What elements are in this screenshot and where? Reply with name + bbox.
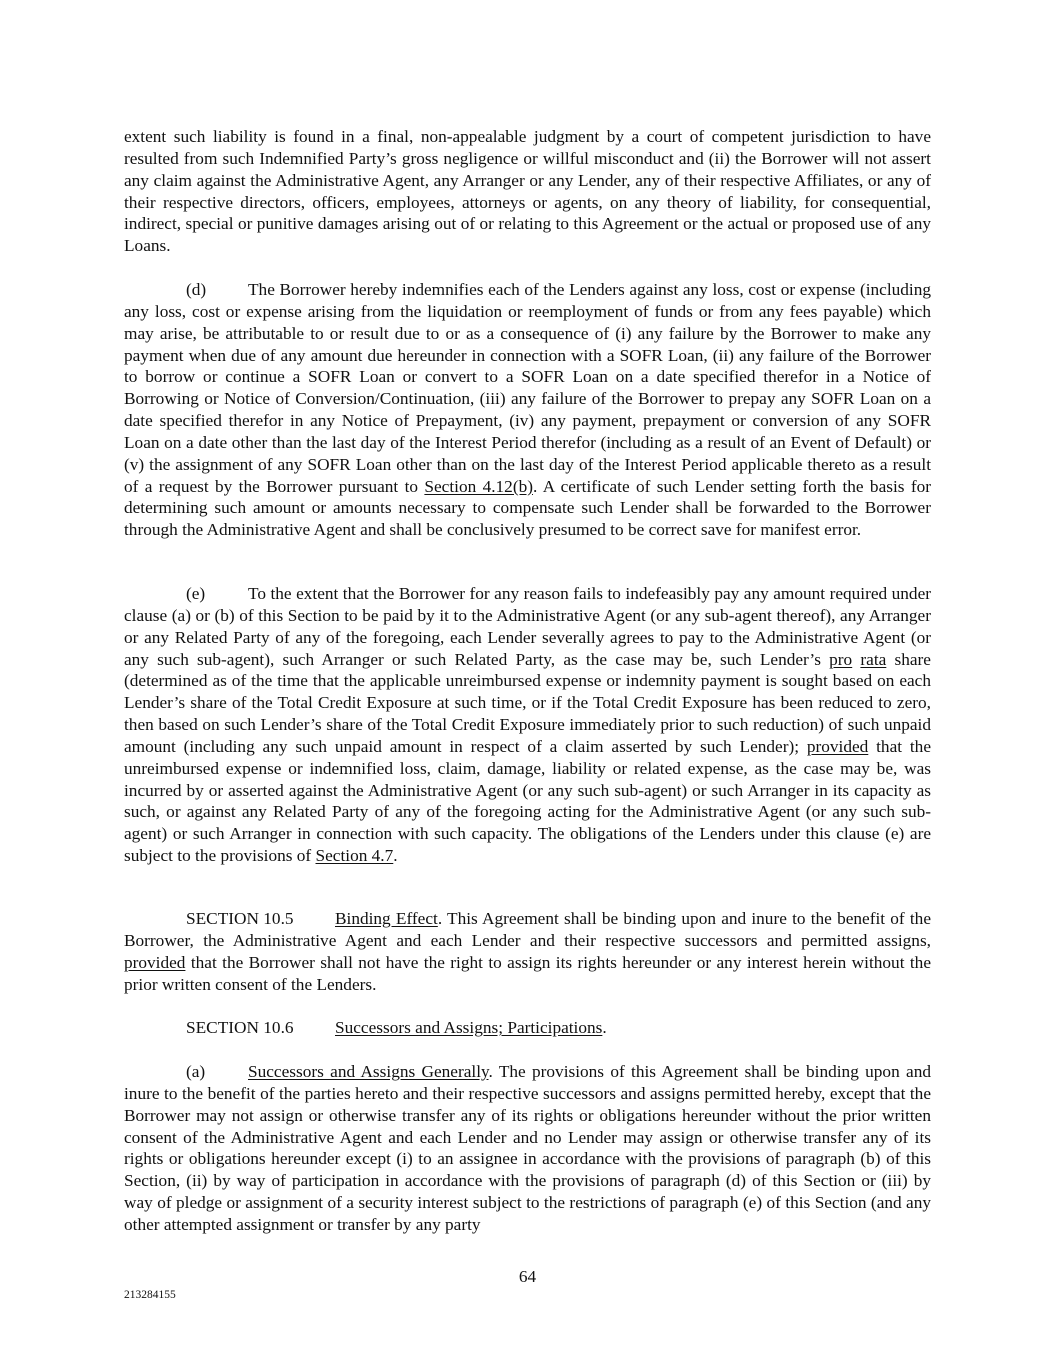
section-10-6 xyxy=(124,1017,931,1039)
clause-a xyxy=(124,1061,931,1236)
document-id: 213284155 xyxy=(124,1289,176,1301)
clause-e-text-3: that the unreimbursed expense or indemnified loss, claim, damage, liability or related expense, as the case may be, was incurred by or asserted against the Administrative Agent (or any such sub-agent) or such Arranger in its capacity as such, or against any Related Party of any of the foregoing acting for the Administrative Agent (or any such sub-agent) or such Arranger in connection with such capacity. The obligations of the Lenders under this clause (e) are subject to the provisions of xyxy=(124,736,931,866)
clause-a-text: . The provisions of this Agreement shall be binding upon and inure to the benefit of the parties hereto and their respective successors and assigns permitted hereby, except that the Borrower may not assign or otherwise transfer any of its rights or obligations hereunder without the prior written consent of the Administrative Agent and each Lender and no Lender may assign or otherwise transfer any of its rights or obligations hereunder except (i) to an assignee in accordance with the provisions of paragraph (b) of this Section, (ii) by way of participation in accordance with the provisions of paragraph (d) of this Section or (iii) by way of pledge or assignment of a security interest subject to the restrictions of paragraph (e) of this Section (and any other attempted assignment or transfer by any party xyxy=(124,1062,931,1234)
clause-a-label: (a) xyxy=(186,1062,206,1081)
clause-d xyxy=(124,279,931,541)
clause-e xyxy=(124,583,931,867)
section-10-5-text-cont: that the Borrower shall not have the right to assign its rights hereunder or any interest herein without the prior written consent of the Lenders. xyxy=(124,952,931,994)
section-10-6-tail: . xyxy=(602,1018,607,1037)
pro-term: pro xyxy=(829,649,853,669)
provided-term: provided xyxy=(124,952,186,972)
clause-e-label: (e) xyxy=(186,584,206,603)
section-10-6-title: Successors and Assigns; Participations xyxy=(335,1018,603,1037)
section-10-5-text: . This Agreement shall be binding upon and inure to the benefit of the Borrower, the Administrative Agent and each Lender and their respective successors and permitted assigns, xyxy=(124,909,931,950)
provided-term: provided xyxy=(806,736,869,756)
clause-d-text: The Borrower hereby indemnifies each of the Lenders against any loss, cost or expense (including any loss, cost or expense arising from the liquidation or reemployment of funds or from any fees payable) which may arise, be attributable to or result due to or as a consequence of (i) any failure by the Borrower to make any payment when due of any amount due hereunder in connection with a SOFR Loan, (ii) any failure of the Borrower to borrow or continue a SOFR Loan or convert to a SOFR Loan on a date specified therefor in a Notice of Borrowing or Notice of Conversion/Continuation, (iii) any failure of the Borrower to prepay any SOFR Loan on a date specified therefor in any Notice of Prepayment, (iv) any payment, prepayment or conversion of any SOFR Loan on a date other than the last day of the Interest Period therefor (including as a result of an Event of Default) or (v) the assignment of any SOFR Loan other than on the last day of the Interest Period applicable thereto as a result of a request by the Borrower pursuant to xyxy=(124,280,931,496)
section-10-5 xyxy=(124,908,931,995)
section-ref-link: Section 4.7 xyxy=(315,846,394,866)
clause-e-text-4: . xyxy=(393,846,398,866)
page-number: 64 xyxy=(518,1267,537,1286)
paragraph-continued xyxy=(124,126,931,257)
paragraph-text: extent such liability is found in a final, non-appealable judgment by a court of competent jurisdiction to have resulted from such Indemnified Party’s gross negligence or willful misconduct and (ii) the Borrower will not assert any claim against the Administrative Agent, any Arranger or any Lender, any of their respective Affiliates, or any of their respective directors, officers, employees, attorneys or agents, on any theory of liability, for consequential, indirect, special or punitive damages arising out of or relating to this Agreement or the actual or proposed use of any Loans. xyxy=(124,127,931,256)
clause-d-label: (d) xyxy=(186,280,207,299)
clause-d-text-cont: . A certificate of such Lender setting forth the basis for determining such amount or amounts necessary to compensate such Lender shall be forwarded to the Borrower through the Administrative Agent and shall be conclusively presumed to be correct save for manifest error. xyxy=(124,476,931,540)
clause-e-text: To the extent that the Borrower for any reason fails to indefeasibly pay any amount required under clause (a) or (b) of this Section to be paid by it to the Administrative Agent (or any sub-agent thereof), any Arranger or any Related Party of any of the foregoing, each Lender severally agrees to pay to the Administrative Agent (or any such sub-agent), such Arranger or such Related Party, as the case may be, such Lender’s xyxy=(124,584,931,669)
rata-term: rata xyxy=(860,649,887,669)
section-10-6-label: SECTION 10.6 xyxy=(186,1018,294,1037)
section-10-5-label: SECTION 10.5 xyxy=(186,909,294,928)
clause-a-title: Successors and Assigns Generally xyxy=(248,1062,489,1081)
section-10-5-title: Binding Effect xyxy=(335,909,438,928)
section-ref-link: Section 4.12(b) xyxy=(424,476,533,496)
clause-e-text-2: share (determined as of the time that the applicable unreimbursed expense or indemnity payment is sought based on each Lender’s share of the Total Credit Exposure at such time, or if the Total Credit Exposure has been reduced to zero, then based on such Lender’s share of the Total Credit Exposure immediately prior to such reduction) of such unpaid amount (including any such unpaid amount in respect of a claim asserted by such Lender); xyxy=(124,649,931,756)
